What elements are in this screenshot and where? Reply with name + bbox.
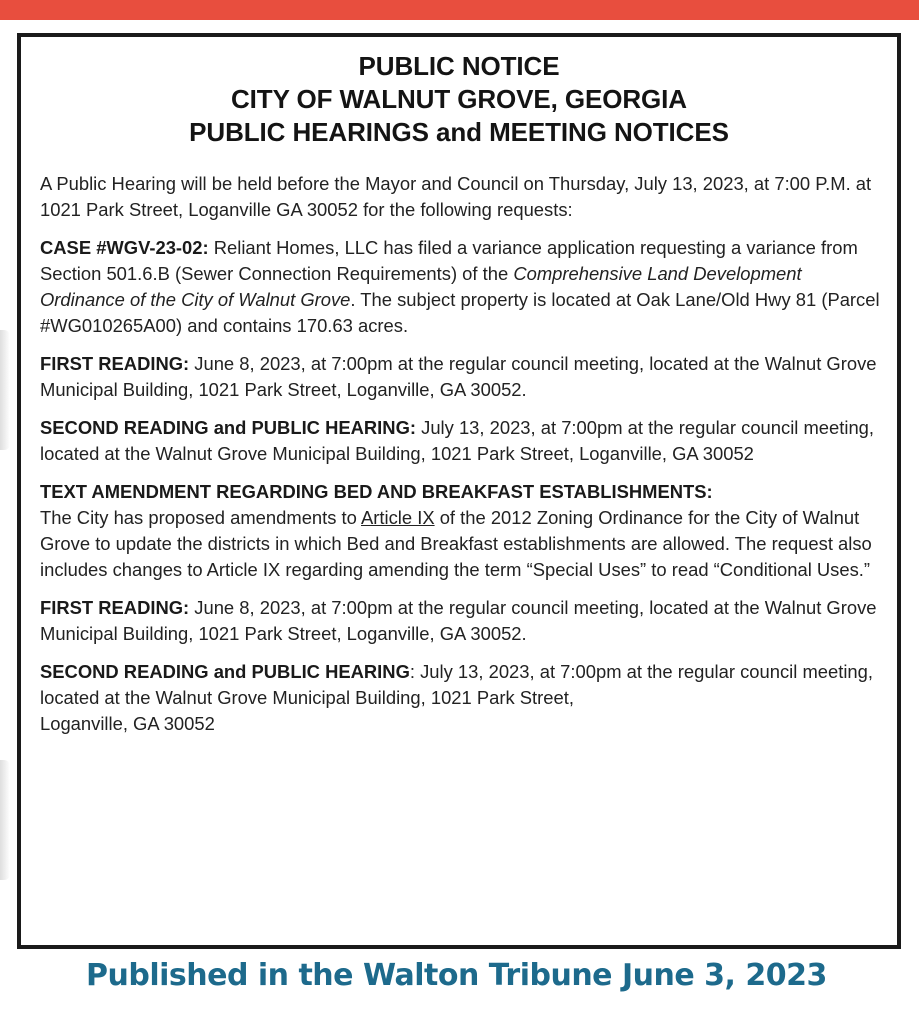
top-accent-bar <box>0 0 919 20</box>
case-first-reading <box>40 351 890 403</box>
second-reading-text: : July 13, 2023, at 7:00pm at the regular council meeting, located at the Walnut Grove Municipal Building, 1021 Park Street, <box>40 661 873 708</box>
intro-paragraph: A Public Hearing will be held before the Mayor and Council on Thursday, July 13, 2023, at 7:00 P.M. at 1021 Park Street, Loganville GA 30052 for the following requests: <box>40 173 872 220</box>
case-text-continued: . The subject property is located at Oak Lane/Old Hwy 81 (Parcel #WG010265A00) and contains 170.63 acres. <box>40 289 880 336</box>
second-reading-last-line: Loganville, GA 30052 <box>40 713 215 734</box>
article-ix-link[interactable]: Article IX <box>361 507 435 528</box>
amendment-text-continued: of the 2012 Zoning Ordinance for the City of Walnut Grove to update the districts in which Bed and Breakfast establishments are allowed. The request also includes changes to Article IX regarding amending the term “Special Uses” to read “Conditional Uses.” <box>40 507 872 580</box>
first-reading-label: FIRST READING: <box>40 353 190 374</box>
notice-title: PUBLIC NOTICE <box>358 51 560 81</box>
first-reading-text: June 8, 2023, at 7:00pm at the regular council meeting, located at the Walnut Grove Municipal Building, 1021 Park Street, Loganville, GA 30052. <box>40 353 877 400</box>
case-label: CASE #WGV-23-02: <box>40 237 209 258</box>
second-reading-label: SECOND READING and PUBLIC HEARING <box>40 661 410 682</box>
notice-headings <box>21 50 897 149</box>
page-edge-shadow <box>0 760 10 880</box>
amendment-text: The City has proposed amendments to <box>40 507 361 528</box>
notice-subtitle: PUBLIC HEARINGS and MEETING NOTICES <box>189 117 729 147</box>
ordinance-title: Comprehensive Land Development Ordinance of the City of Walnut Grove <box>40 263 802 310</box>
case-second-reading <box>40 415 890 467</box>
notice-city: CITY OF WALNUT GROVE, GEORGIA <box>231 84 687 114</box>
publication-credit: Published in the Walton Tribune June 3, 2023 <box>86 958 827 993</box>
case-text: Reliant Homes, LLC has filed a variance application requesting a variance from Section 501.6.B (Sewer Connection Requirements) of the <box>40 237 858 284</box>
second-reading-text: July 13, 2023, at 7:00pm at the regular council meeting, located at the Walnut Grove Municipal Building, 1021 Park Street, Loganville, GA 30052 <box>40 417 875 464</box>
second-reading-label: SECOND READING and PUBLIC HEARING: <box>40 417 417 438</box>
first-reading-label: FIRST READING: <box>40 597 190 618</box>
public-notice-box <box>17 33 901 949</box>
amendment-first-reading <box>40 595 890 647</box>
case-paragraph <box>40 235 890 339</box>
first-reading-text: June 8, 2023, at 7:00pm at the regular council meeting, located at the Walnut Grove Municipal Building, 1021 Park Street, Loganville, GA 30052. <box>40 597 877 644</box>
page-edge-shadow <box>0 330 10 450</box>
amendment-paragraph <box>40 479 890 583</box>
notice-body <box>40 171 890 749</box>
amendment-label: TEXT AMENDMENT REGARDING BED AND BREAKFAST ESTABLISHMENTS: <box>40 481 713 502</box>
amendment-second-reading <box>40 659 890 737</box>
